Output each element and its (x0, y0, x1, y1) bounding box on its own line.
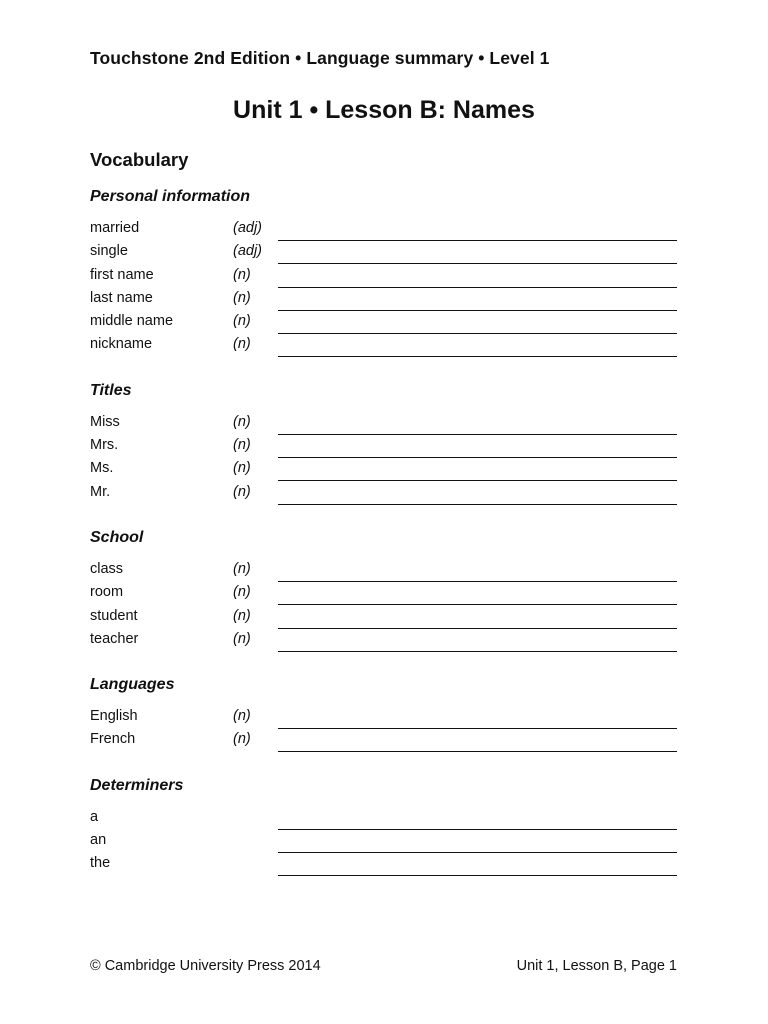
vocab-row (90, 334, 690, 357)
vocab-row (90, 288, 690, 311)
vocab-section (90, 674, 690, 753)
vocab-word: Ms. (90, 460, 114, 477)
copyright-footer: © Cambridge University Press 2014 (90, 958, 321, 974)
part-of-speech: (n) (233, 460, 251, 477)
answer-line (278, 751, 677, 752)
part-of-speech: (n) (233, 266, 251, 283)
part-of-speech: (n) (233, 289, 251, 306)
vocab-section (90, 186, 690, 358)
page-reference-footer: Unit 1, Lesson B, Page 1 (516, 958, 677, 974)
vocabulary-heading: Vocabulary (90, 149, 189, 170)
vocab-word: single (90, 243, 128, 260)
vocab-word: student (90, 607, 138, 624)
part-of-speech: (n) (233, 607, 251, 624)
vocab-word: first name (90, 266, 154, 283)
section-title: Titles (90, 381, 132, 399)
vocab-row (90, 265, 690, 288)
vocab-row (90, 241, 690, 264)
part-of-speech: (n) (233, 437, 251, 454)
answer-line (278, 504, 677, 505)
vocab-row (90, 458, 690, 481)
vocab-row (90, 582, 690, 605)
vocab-section (90, 775, 690, 877)
part-of-speech: (n) (233, 708, 251, 725)
vocab-row (90, 311, 690, 334)
vocab-word: married (90, 220, 140, 236)
part-of-speech: (adj) (233, 220, 263, 236)
part-of-speech: (n) (233, 413, 251, 430)
vocab-word: class (90, 560, 124, 577)
vocab-word: a (90, 808, 99, 825)
part-of-speech: (adj) (233, 243, 263, 260)
section-title: Languages (90, 676, 175, 694)
answer-line (278, 356, 677, 357)
section-title: Personal information (90, 188, 251, 205)
vocab-row (90, 482, 690, 505)
vocab-row (90, 218, 690, 241)
part-of-speech: (n) (233, 483, 251, 500)
vocab-word: the (90, 855, 111, 872)
vocab-word: middle name (90, 313, 174, 330)
section-title: School (90, 528, 144, 546)
vocab-row (90, 559, 690, 582)
vocab-row (90, 853, 690, 876)
answer-line (278, 875, 677, 876)
vocabulary-sections (90, 186, 690, 899)
vocab-word: Miss (90, 413, 120, 430)
vocab-word: room (90, 584, 124, 601)
vocab-word: Mr. (90, 483, 111, 500)
vocab-row (90, 729, 690, 752)
part-of-speech: (n) (233, 731, 251, 748)
vocab-word: an (90, 832, 107, 849)
vocab-word: English (90, 708, 138, 725)
vocab-section (90, 527, 690, 652)
vocab-row (90, 807, 690, 830)
document-header: Touchstone 2nd Edition • Language summary • Level 1 (90, 48, 550, 68)
part-of-speech: (n) (233, 584, 251, 601)
vocab-row (90, 606, 690, 629)
vocab-row (90, 706, 690, 729)
vocab-word: Mrs. (90, 437, 119, 454)
vocab-word: French (90, 731, 136, 748)
answer-line (278, 651, 677, 652)
vocab-word: teacher (90, 630, 139, 647)
part-of-speech: (n) (233, 560, 251, 577)
vocab-row (90, 629, 690, 652)
part-of-speech: (n) (233, 313, 251, 330)
part-of-speech: (n) (233, 336, 251, 353)
part-of-speech: (n) (233, 630, 251, 647)
vocab-row (90, 830, 690, 853)
vocab-word: nickname (90, 336, 153, 353)
vocab-row (90, 412, 690, 435)
page-title: Unit 1 • Lesson B: Names (233, 96, 535, 124)
vocab-word: last name (90, 289, 153, 306)
vocab-section (90, 380, 690, 505)
section-title: Determiners (90, 776, 184, 794)
vocab-row (90, 435, 690, 458)
